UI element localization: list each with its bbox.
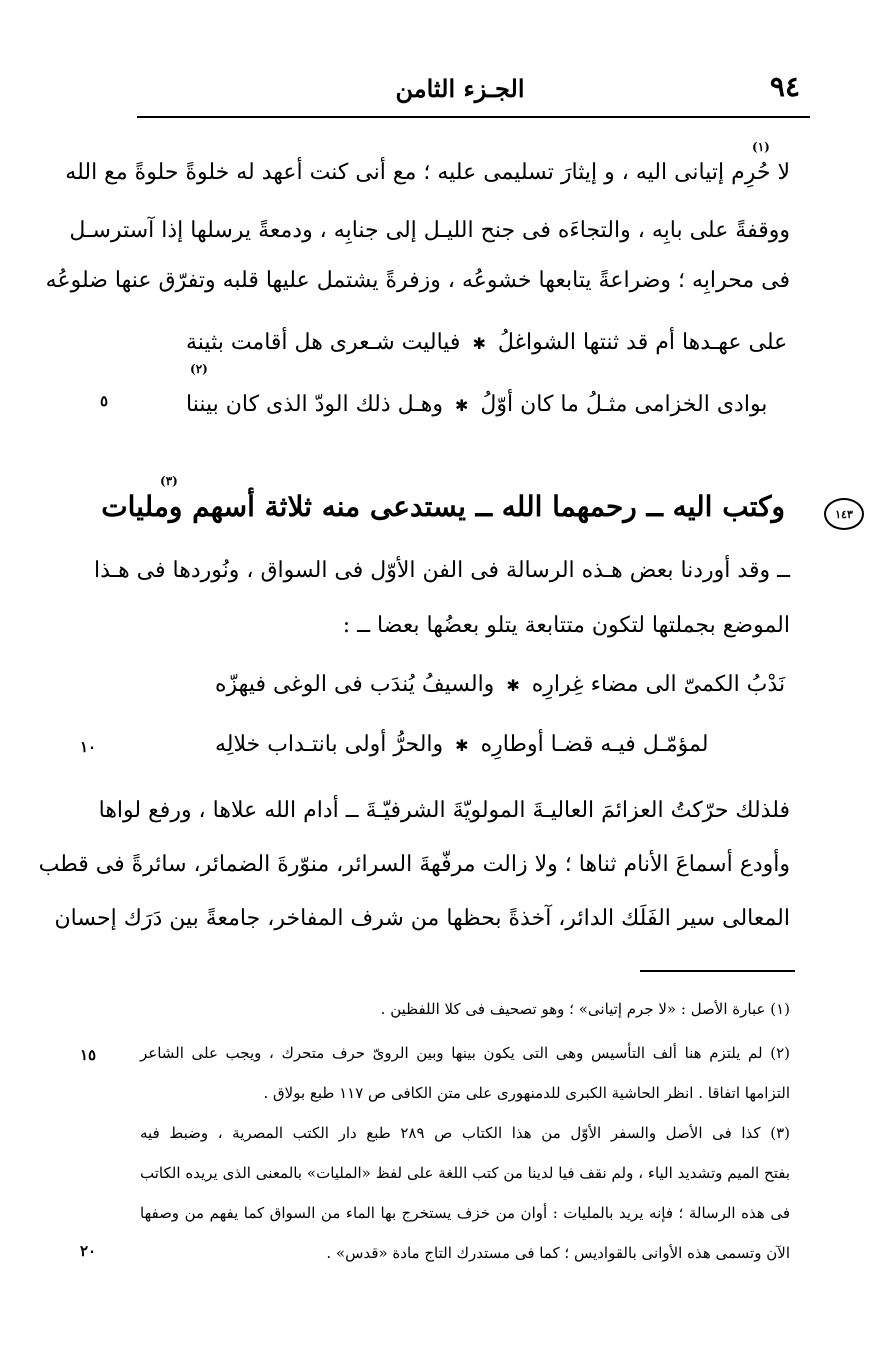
paragraph-line: ــ وقد أوردنا بعض هـذه الرسالة فى الفن الأوّل فى السواق ، ونُوردها فى هـذا: [93, 558, 790, 583]
paragraph-line: الموضع بجملتها لتكون متتابعة يتلو بعضُها بعضا ــ :: [342, 613, 790, 638]
verse-separator-star: ✱: [506, 675, 520, 695]
verse-line: [215, 732, 708, 757]
verse-hemistich-second: لمؤمّـل فيـه قضـا أوطارِه: [480, 732, 709, 757]
footnote-3-continuation: بفتح الميم وتشديد الياء ، ولم نقف فيا لدينا من كتب اللغة على لفظ «المليات» بالمعنى الذى يريده الكاتب: [140, 1164, 790, 1182]
paragraph-line: لا حُرِم إتيانى اليه ، و إيثارَ تسليمى عليه ؛ مع أنى كنت أعهد له خلوةً حلوةً مع الله: [65, 160, 790, 185]
footnote-ref-1: (١): [752, 140, 770, 154]
page-number: ٩٤: [769, 70, 800, 103]
page-stamp: ١٤٣: [824, 498, 864, 530]
paragraph-line: المعالى سير الفَلَك الدائر، آخذةً بحظها من شرف المفاخر، جامعةً بين دَرَك إحسان: [54, 906, 790, 931]
footnote-ref-3: (٣): [160, 474, 178, 488]
paragraph-line: ووقفةً على بابِه ، والتجاءَه فى جنح الليـل إلى جنابِه ، ودمعةً يرسلها إذا آسترسـل: [69, 218, 790, 243]
margin-line-number: ٥: [100, 392, 109, 410]
footnote-2-continuation: التزامها اتفاقا . انظر الحاشية الكبرى للدمنهورى على متن الكافى ص ١١٧ طبع بولاق .: [263, 1084, 790, 1102]
verse-separator-star: ✱: [454, 395, 469, 415]
footnote-label: (٣): [770, 1124, 790, 1142]
verse-separator-star: ✱: [455, 735, 469, 755]
verse-hemistich-first: والحرُّ أولى بانتـداب خلالِه: [215, 732, 444, 757]
header-rule: [137, 116, 810, 118]
margin-line-number: ١٠: [80, 738, 97, 756]
footnote-rule: [640, 970, 795, 972]
verse-hemistich-first: والسيفُ يُندَب فى الوغى فيهزّه: [215, 672, 495, 697]
verse-separator-star: ✱: [472, 333, 486, 353]
paragraph-line: وأودع أسماعَ الأنام ثناها ؛ ولا زالت مرفّهةَ السرائر، منوّرةَ الضمائر، سائرةً فى قطب: [38, 852, 790, 877]
footnote-text: كذا فى الأصل والسفر الأوّل من هذا الكتاب ص ٢٨٩ طبع دار الكتب المصرية ، وضبط فيه: [140, 1124, 761, 1142]
margin-line-number: ٢٠: [80, 1242, 97, 1260]
paragraph-line: فلذلك حرّكتُ العزائمَ العاليـةَ المولويّةَ الشرفيّـةَ ــ أدام الله علاها ، ورفع لواها: [98, 798, 790, 823]
footnote-3-continuation: فى هذه الرسالة ؛ فإنه يريد بالمليات : أوان من خزف يستخرج بها الماء من السواق كما يفهم من وصفها: [140, 1204, 790, 1222]
footnote-3-continuation: الآن وتسمى هذه الأوانى بالقواديس ؛ كما فى مستدرك التاج مادة «قدس» .: [326, 1244, 790, 1262]
footnote-text: لم يلتزم هنا ألف التأسيس وهى التى يكون بينها وبين الروىّ حرف متحرك ، ويجب على الشاعر: [140, 1044, 763, 1062]
verse-hemistich-first: فياليت شـعرى هل أقامت بثينة: [186, 330, 461, 355]
footnote-label: (٢): [770, 1044, 790, 1062]
verse-line: [215, 672, 785, 697]
verse-hemistich-second: نَدْبُ الكمىّ الى مضاء غِرارِه: [531, 672, 786, 697]
footnote-3: [140, 1124, 790, 1142]
verse-hemistich-second: على عهـدها أم قد ثنتها الشواغلُ: [497, 330, 788, 355]
section-heading: وكتب اليه ــ رحمهما الله ــ يستدعى منه ثلاثة أسهم ومليات: [101, 490, 785, 523]
verse-hemistich-first: وهـل ذلك الودّ الذى كان بيننا: [186, 392, 443, 417]
margin-line-number: ١٥: [80, 1046, 97, 1064]
footnote-text: عبارة الأصل : «لا جرم إتيانى» ؛ وهو تصحيف فى كلا اللفظين .: [380, 1000, 766, 1018]
running-header-title: الجـزء الثامن: [395, 74, 525, 103]
footnote-2: [140, 1044, 790, 1062]
verse-hemistich-second: بوادى الخزامى مثـلُ ما كان أوّلُ: [480, 392, 768, 417]
footnote-label: (١): [770, 1000, 790, 1018]
footnote-ref-2: (٢): [190, 362, 208, 376]
paragraph-line: فى محرابِه ؛ وضراعةً يتابعها خشوعُه ، وزفرةً يشتمل عليها قلبه وتفرّق عنها ضلوعُه: [45, 268, 790, 293]
verse-line: [186, 392, 767, 417]
footnote-1: [140, 1000, 790, 1018]
verse-line: [186, 330, 787, 355]
